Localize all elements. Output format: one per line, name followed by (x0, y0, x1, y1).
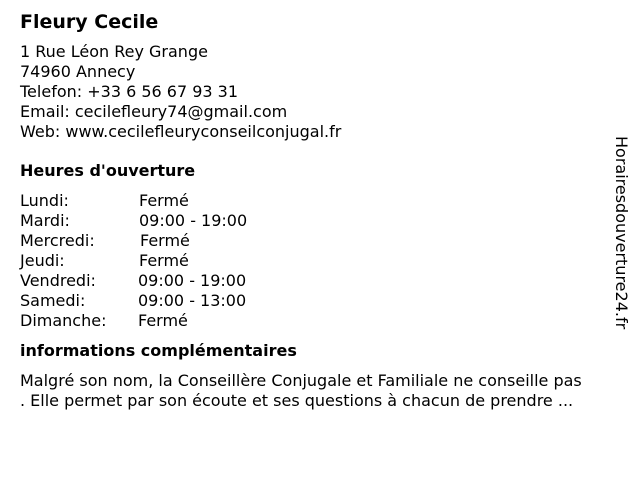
hours-row-friday (20, 271, 632, 291)
day-label: Dimanche: (20, 311, 107, 330)
business-card (20, 10, 632, 411)
website-line: Web: www.cecilefleuryconseilconjugal.fr (20, 122, 342, 141)
hours-value: 09:00 - 19:00 (139, 211, 248, 230)
day-label: Mercredi: (20, 231, 95, 250)
description-line-2: . Elle permet par son écoute et ses questions à chacun de prendre ... (20, 391, 574, 410)
site-watermark: Horairesdouverture24.fr (612, 136, 631, 330)
hours-row-monday (20, 191, 632, 211)
email-line: Email: cecilefleury74@gmail.com (20, 102, 288, 121)
day-label: Vendredi: (20, 271, 96, 290)
day-label: Samedi: (20, 291, 86, 310)
day-label: Lundi: (20, 191, 69, 210)
opening-hours-table (20, 191, 632, 331)
day-label: Jeudi: (20, 251, 65, 270)
hours-value: 09:00 - 19:00 (138, 271, 247, 290)
hours-row-wednesday (20, 231, 632, 251)
hours-value: Fermé (139, 251, 189, 270)
hours-row-thursday (20, 251, 632, 271)
description-line-1: Malgré son nom, la Conseillère Conjugale et Familiale ne conseille pas (20, 371, 582, 390)
hours-row-saturday (20, 291, 632, 311)
hours-value: Fermé (138, 311, 188, 330)
business-name: Fleury Cecile (20, 11, 159, 33)
hours-value: Fermé (139, 191, 189, 210)
phone-line: Telefon: +33 6 56 67 93 31 (20, 82, 239, 101)
additional-info-title: informations complémentaires (20, 341, 297, 360)
hours-row-tuesday (20, 211, 632, 231)
day-label: Mardi: (20, 211, 70, 230)
opening-hours-title: Heures d'ouverture (20, 161, 196, 180)
address-street: 1 Rue Léon Rey Grange (20, 42, 208, 61)
hours-value: 09:00 - 13:00 (138, 291, 247, 310)
hours-row-sunday (20, 311, 632, 331)
address-city: 74960 Annecy (20, 62, 136, 81)
hours-value: Fermé (140, 231, 190, 250)
